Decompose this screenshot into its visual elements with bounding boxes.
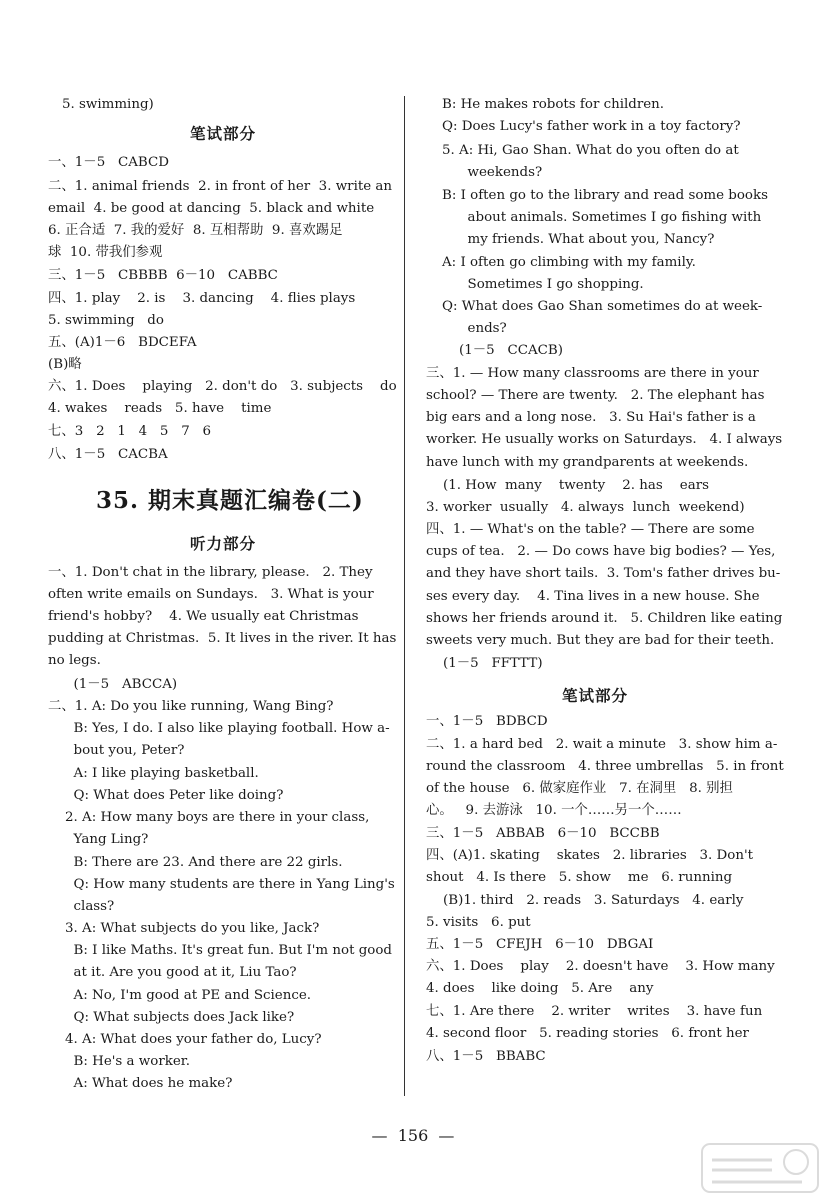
answer-line: Q: What does Gao Shan sometimes do at week- — [442, 299, 763, 314]
answer-line: B: I like Maths. It's great fun. But I'm not good — [48, 943, 392, 958]
answer-line: 四、1. — What's on the table? — There are some — [426, 522, 755, 537]
section-heading-written: 笔试部分 — [562, 686, 629, 705]
answer-line: 六、1. Does play 2. doesn't have 3. How many — [426, 959, 775, 974]
answer-line: 三、1－5 CBBBB 6－10 CABBC — [48, 268, 278, 283]
answer-line: A: I often go climbing with my family. — [442, 255, 696, 270]
answer-line: B: Yes, I do. I also like playing football. How a- — [48, 721, 390, 736]
answer-line: and they have short tails. 3. Tom's father drives bu- — [426, 566, 781, 581]
answer-line: worker. He usually works on Saturdays. 4. I always — [426, 432, 783, 447]
answer-line: 5. A: Hi, Gao Shan. What do you often do at — [442, 143, 739, 158]
answer-line: 四、1. play 2. is 3. dancing 4. flies plays — [48, 291, 356, 306]
answer-line: (1－5 FFTTT) — [426, 656, 543, 671]
answer-line: big ears and a long nose. 3. Su Hai's father is a — [426, 410, 756, 425]
answer-line: (1－5 CCACB) — [442, 343, 563, 358]
answer-line: B: There are 23. And there are 22 girls. — [48, 855, 343, 870]
answer-line: shows her friends around it. 5. Children like eating — [426, 611, 783, 626]
answer-line: 三、1－5 ABBAB 6－10 BCCBB — [426, 826, 660, 841]
answer-line: round the classroom 4. three umbrellas 5. in front — [426, 759, 784, 774]
answer-line: (B)略 — [48, 357, 82, 372]
page-number: — 156 — — [371, 1126, 455, 1145]
answer-line: 5. swimming) — [62, 97, 154, 112]
answer-line: bout you, Peter? — [48, 743, 185, 758]
answer-line: no legs. — [48, 653, 101, 668]
section-heading-written: 笔试部分 — [190, 124, 257, 143]
answer-line: email 4. be good at dancing 5. black and white — [48, 201, 375, 216]
answer-line: 4. second floor 5. reading stories 6. front her — [426, 1026, 749, 1041]
answer-line: 5. swimming do — [48, 313, 164, 328]
answer-line: ses every day. 4. Tina lives in a new house. She — [426, 589, 760, 604]
answer-line: 七、3 2 1 4 5 7 6 — [48, 424, 212, 439]
answer-line: B: I often go to the library and read some books — [442, 188, 768, 203]
answer-line: at it. Are you good at it, Liu Tao? — [48, 965, 297, 980]
answer-line: of the house 6. 做家庭作业 7. 在洞里 8. 别担 — [426, 781, 733, 796]
answer-line: 二、1. a hard bed 2. wait a minute 3. show him a- — [426, 737, 778, 752]
answer-line: (1. How many twenty 2. has ears — [426, 478, 709, 493]
unit-title: 35. 期末真题汇编卷(二) — [96, 487, 364, 514]
section-heading-listening: 听力部分 — [190, 534, 257, 553]
answer-line: (B)1. third 2. reads 3. Saturdays 4. early — [426, 893, 744, 908]
answer-line: 二、1. A: Do you like running, Wang Bing? — [48, 699, 334, 714]
answer-line: A: I like playing basketball. — [48, 766, 259, 781]
answer-line: shout 4. Is there 5. show me 6. running — [426, 870, 733, 885]
answer-line: Sometimes I go shopping. — [442, 277, 644, 292]
answer-line: 七、1. Are there 2. writer writes 3. have fun — [426, 1004, 763, 1019]
answer-line: (1－5 ABCCA) — [48, 677, 178, 692]
answer-line: Q: What does Peter like doing? — [48, 788, 284, 803]
column-divider — [404, 96, 405, 1096]
answer-line: 4. wakes reads 5. have time — [48, 401, 272, 416]
answer-line: 一、1－5 BDBCD — [426, 714, 548, 729]
answer-line: school? — There are twenty. 2. The elephant has — [426, 388, 765, 403]
answer-line: 一、1－5 CABCD — [48, 155, 169, 170]
answer-line: my friends. What about you, Nancy? — [442, 232, 715, 247]
answer-line: 6. 正合适 7. 我的爱好 8. 互相帮助 9. 喜欢踢足 — [48, 223, 343, 238]
answer-line: A: What does he make? — [48, 1076, 233, 1091]
answer-line: Q: What subjects does Jack like? — [48, 1010, 295, 1025]
answer-line: 三、1. — How many classrooms are there in your — [426, 366, 759, 381]
answer-line: 3. worker usually 4. always lunch weekend) — [426, 500, 745, 515]
watermark-logo — [700, 1140, 820, 1196]
answer-line: 4. does like doing 5. Are any — [426, 981, 654, 996]
answer-line: 六、1. Does playing 2. don't do 3. subjects do — [48, 379, 397, 394]
answer-line: Yang Ling? — [48, 832, 149, 847]
answer-line: weekends? — [442, 165, 543, 180]
answer-line: 4. A: What does your father do, Lucy? — [48, 1032, 322, 1047]
answer-line: sweets very much. But they are bad for their teeth. — [426, 633, 775, 648]
answer-line: B: He makes robots for children. — [442, 97, 665, 112]
answer-line: 八、1－5 BBABC — [426, 1049, 546, 1064]
answer-line: class? — [48, 899, 115, 914]
answer-line: pudding at Christmas. 5. It lives in the river. It has — [48, 631, 397, 646]
answer-line: 五、(A)1－6 BDCEFA — [48, 335, 197, 350]
answer-line: 3. A: What subjects do you like, Jack? — [48, 921, 320, 936]
answer-line: 五、1－5 CFEJH 6－10 DBGAI — [426, 937, 654, 952]
answer-line: 2. A: How many boys are there in your class, — [48, 810, 370, 825]
answer-line: A: No, I'm good at PE and Science. — [48, 988, 312, 1003]
answer-line: cups of tea. 2. — Do cows have big bodies? — Yes, — [426, 544, 776, 559]
answer-line: 心。 9. 去游泳 10. 一个……另一个…… — [426, 803, 682, 818]
answer-line: B: He's a worker. — [48, 1054, 190, 1069]
answer-line: about animals. Sometimes I go fishing with — [442, 210, 762, 225]
answer-line: often write emails on Sundays. 3. What is your — [48, 587, 374, 602]
answer-line: 八、1－5 CACBA — [48, 447, 168, 462]
answer-line: 5. visits 6. put — [426, 915, 531, 930]
answer-line: Q: Does Lucy's father work in a toy factory? — [442, 119, 741, 134]
answer-line: 四、(A)1. skating skates 2. libraries 3. Don't — [426, 848, 754, 863]
answer-line: 球 10. 带我们参观 — [48, 245, 163, 260]
answer-line: friend's hobby? 4. We usually eat Christmas — [48, 609, 359, 624]
answer-line: Q: How many students are there in Yang Ling's — [48, 877, 395, 892]
answer-line: 二、1. animal friends 2. in front of her 3. write an — [48, 179, 393, 194]
answer-line: have lunch with my grandparents at weekends. — [426, 455, 749, 470]
answer-line: 一、1. Don't chat in the library, please. 2. They — [48, 565, 373, 580]
answer-line: ends? — [442, 321, 507, 336]
